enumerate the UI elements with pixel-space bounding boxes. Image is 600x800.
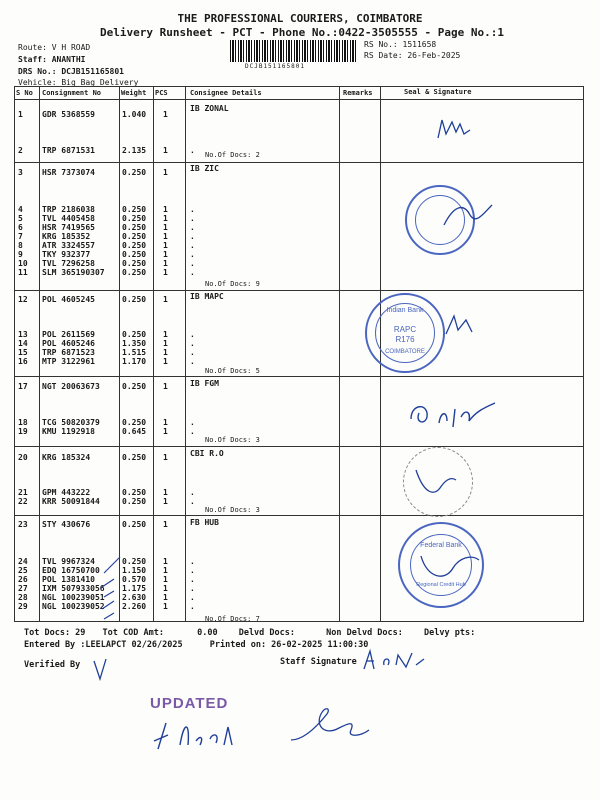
barcode-number: DCJB151165801: [245, 63, 305, 70]
col-consignment: Consignment No: [42, 89, 102, 97]
row-pcs: 1: [163, 602, 168, 611]
row-sno: 17: [18, 382, 28, 391]
row-dot: .: [190, 232, 195, 241]
row-dot: .: [190, 584, 195, 593]
row-consignment: IXM 507933056: [42, 584, 105, 593]
col-line: [119, 86, 120, 622]
row-weight: 0.250: [122, 497, 147, 506]
row-dot: .: [190, 497, 195, 506]
row-dot: .: [190, 348, 195, 357]
row-weight: 0.250: [122, 250, 147, 259]
row-sno: 2: [18, 146, 23, 155]
row-consignment: GPM 443222: [42, 488, 91, 497]
row-dot: .: [190, 488, 195, 497]
row-dot: .: [190, 418, 195, 427]
row-dot: .: [190, 602, 195, 611]
consignee-name: CBI R.O: [190, 449, 224, 458]
col-line: [339, 86, 340, 622]
header-divider: [14, 99, 584, 100]
consignee-name: IB ZONAL: [190, 104, 229, 113]
row-sno: 21: [18, 488, 28, 497]
row-pcs: 1: [163, 232, 168, 241]
row-consignment: HSR 7419565: [42, 223, 95, 232]
row-consignment: TRP 6871523: [42, 348, 95, 357]
signature-3: [440, 310, 480, 340]
updated-stamp: UPDATED: [150, 695, 229, 712]
row-consignment: SLM 365190307: [42, 268, 105, 277]
row-sno: 15: [18, 348, 28, 357]
row-pcs: 1: [163, 330, 168, 339]
row-dot: .: [190, 241, 195, 250]
row-sno: 23: [18, 520, 28, 529]
consignee-name: FB HUB: [190, 518, 219, 527]
row-sno: 20: [18, 453, 28, 462]
col-remarks: Remarks: [343, 89, 373, 97]
docs-count: No.Of Docs: 2: [205, 151, 260, 159]
consignee-name: IB FGM: [190, 379, 219, 388]
row-consignment: TRP 6871531: [42, 146, 95, 155]
col-details: Consignee Details: [190, 89, 262, 97]
row-consignment: TVL 7296258: [42, 259, 95, 268]
row-consignment: KRG 185352: [42, 232, 91, 241]
row-weight: 0.570: [122, 575, 147, 584]
row-pcs: 1: [163, 250, 168, 259]
row-dot: .: [190, 339, 195, 348]
row-pcs: 1: [163, 357, 168, 366]
rs-date: RS Date: 26-Feb-2025: [364, 51, 461, 60]
consignee-name: IB MAPC: [190, 292, 224, 301]
seal-sub-2: Regional Credit Hub: [416, 582, 466, 588]
updated-signature: [150, 715, 240, 755]
row-consignment: TKY 932377: [42, 250, 91, 259]
verified-signature: [90, 655, 114, 685]
row-sno: 11: [18, 268, 28, 277]
row-pcs: 1: [163, 339, 168, 348]
row-pcs: 1: [163, 575, 168, 584]
row-consignment: TVL 4405458: [42, 214, 95, 223]
printed-on: Printed on: 26-02-2025 11:00:30: [209, 640, 369, 650]
row-dot: .: [190, 557, 195, 566]
row-weight: 0.250: [122, 259, 147, 268]
row-sno: 26: [18, 575, 28, 584]
col-line: [153, 86, 154, 622]
docs-count: No.Of Docs: 9: [205, 280, 260, 288]
row-weight: 1.175: [122, 584, 147, 593]
row-dot: .: [190, 223, 195, 232]
row-weight: 2.260: [122, 602, 147, 611]
row-pcs: 1: [163, 268, 168, 277]
row-consignment: MTP 3122961: [42, 357, 95, 366]
row-weight: 0.250: [122, 295, 147, 304]
row-weight: 2.135: [122, 146, 147, 155]
totals-line: [24, 628, 475, 638]
verified-by: Verified By: [24, 660, 81, 670]
row-sno: 16: [18, 357, 28, 366]
row-consignment: POL 1381410: [42, 575, 95, 584]
row-consignment: NGL 100239052: [42, 602, 105, 611]
row-dot: .: [190, 575, 195, 584]
row-pcs: 1: [163, 488, 168, 497]
row-sno: 8: [18, 241, 23, 250]
row-consignment: POL 4605245: [42, 295, 95, 304]
row-consignment: HSR 7373074: [42, 168, 95, 177]
seal-code: RAPC: [393, 325, 417, 334]
staff-name: ANANTHI: [51, 55, 86, 64]
drs-number: DRS No.: DCJB151165801: [18, 67, 124, 76]
row-pcs: 1: [163, 382, 168, 391]
group-divider: [14, 162, 584, 163]
row-pcs: 1: [163, 453, 168, 462]
row-sno: 6: [18, 223, 23, 232]
row-sno: 9: [18, 250, 23, 259]
row-pcs: 1: [163, 295, 168, 304]
row-sno: 4: [18, 205, 23, 214]
row-weight: 1.170: [122, 357, 147, 366]
row-weight: 0.250: [122, 520, 147, 529]
row-sno: 1: [18, 110, 23, 119]
non-delvd-docs: Non Delvd Docs:: [326, 628, 403, 638]
col-weight: Weight: [121, 89, 147, 97]
row-sno: 12: [18, 295, 28, 304]
row-weight: 2.630: [122, 593, 147, 602]
row-weight: 1.515: [122, 348, 147, 357]
row-weight: 0.645: [122, 427, 147, 436]
row-weight: 0.250: [122, 205, 147, 214]
row-weight: 1.150: [122, 566, 147, 575]
row-sno: 18: [18, 418, 28, 427]
tot-cod-value: 0.00: [197, 628, 218, 638]
docs-count: No.Of Docs: 7: [205, 615, 260, 623]
row-dot: .: [190, 214, 195, 223]
row-weight: 1.040: [122, 110, 147, 119]
group-divider: [14, 515, 584, 516]
row-dot: .: [190, 427, 195, 436]
row-weight: 0.250: [122, 232, 147, 241]
col-line: [39, 86, 40, 622]
row-sno: 22: [18, 497, 28, 506]
row-pcs: 1: [163, 168, 168, 177]
receiver-signature: [285, 700, 385, 750]
delvd-docs: Delvd Docs:: [238, 628, 295, 638]
row-dot: .: [190, 146, 195, 155]
row-sno: 3: [18, 168, 23, 177]
col-sno: S No: [16, 89, 33, 97]
col-pcs: PCS: [155, 89, 168, 97]
row-consignment: NGL 100239051: [42, 593, 105, 602]
row-dot: .: [190, 250, 195, 259]
docs-count: No.Of Docs: 5: [205, 367, 260, 375]
runsheet-title: Delivery Runsheet - PCT - Phone No.:0422-3505555 - Page No.:1: [100, 26, 504, 39]
company-name: THE PROFESSIONAL COURIERS, COIMBATORE: [177, 12, 423, 25]
row-pcs: 1: [163, 214, 168, 223]
row-weight: 0.250: [122, 168, 147, 177]
row-consignment: EDQ 16750700: [42, 566, 100, 575]
row-consignment: TVL 9967324: [42, 557, 95, 566]
row-weight: 1.350: [122, 339, 147, 348]
col-seal: Seal & Signature: [404, 88, 472, 96]
row-pcs: 1: [163, 110, 168, 119]
row-sno: 27: [18, 584, 28, 593]
row-consignment: POL 2611569: [42, 330, 95, 339]
barcode: [230, 40, 356, 62]
row-pcs: 1: [163, 497, 168, 506]
row-sno: 7: [18, 232, 23, 241]
row-sno: 5: [18, 214, 23, 223]
group-divider: [14, 446, 584, 447]
row-pcs: 1: [163, 584, 168, 593]
docs-count: No.Of Docs: 3: [205, 436, 260, 444]
seal-bank-name-2: Federal Bank: [420, 542, 462, 549]
row-consignment: NGT 20063673: [42, 382, 100, 391]
col-line: [185, 86, 186, 622]
tot-cod-label: Tot COD Amt:: [102, 628, 164, 638]
row-consignment: TRP 2186038: [42, 205, 95, 214]
seal-branch: R176: [395, 335, 415, 344]
signature-5: [410, 460, 460, 500]
row-consignment: TCG 50820379: [42, 418, 100, 427]
staff-signature-label: Staff Signature: [280, 657, 357, 667]
signature-6: [415, 548, 485, 588]
row-dot: .: [190, 357, 195, 366]
row-pcs: 1: [163, 223, 168, 232]
row-pcs: 1: [163, 593, 168, 602]
row-pcs: 1: [163, 557, 168, 566]
row-consignment: ATR 3324557: [42, 241, 95, 250]
row-pcs: 1: [163, 146, 168, 155]
row-consignment: KMU 1192918: [42, 427, 95, 436]
entered-line: [24, 640, 368, 650]
docs-count: No.Of Docs: 3: [205, 506, 260, 514]
rs-number: RS No.: 1511658: [364, 40, 437, 49]
row-dot: .: [190, 593, 195, 602]
row-pcs: 1: [163, 427, 168, 436]
row-pcs: 1: [163, 566, 168, 575]
row-weight: 0.250: [122, 382, 147, 391]
row-pcs: 1: [163, 259, 168, 268]
signature-4: [405, 395, 505, 435]
signature-2: [440, 195, 500, 235]
group-divider: [14, 290, 584, 291]
row-consignment: KRG 185324: [42, 453, 91, 462]
row-weight: 0.250: [122, 268, 147, 277]
row-sno: 29: [18, 602, 28, 611]
seal-bank-name: Indian Bank: [386, 307, 424, 314]
row-sno: 13: [18, 330, 28, 339]
route-label: Route: V H ROAD: [18, 43, 91, 52]
row-weight: 0.250: [122, 223, 147, 232]
row-weight: 0.250: [122, 214, 147, 223]
row-pcs: 1: [163, 520, 168, 529]
row-pcs: 1: [163, 241, 168, 250]
row-consignment: STY 430676: [42, 520, 91, 529]
row-consignment: KRR 50091844: [42, 497, 100, 506]
row-consignment: POL 4605246: [42, 339, 95, 348]
row-sno: 28: [18, 593, 28, 602]
signature-1: [430, 110, 480, 150]
row-pcs: 1: [163, 348, 168, 357]
consignee-name: IB ZIC: [190, 164, 219, 173]
entered-by: Entered By :LEELAPCT 02/26/2025: [24, 640, 183, 650]
row-sno: 14: [18, 339, 28, 348]
row-weight: 0.250: [122, 330, 147, 339]
staff-signature: [358, 645, 438, 675]
row-weight: 0.250: [122, 241, 147, 250]
delvy-pts: Delvy pts:: [424, 628, 476, 638]
staff-line: [18, 55, 85, 64]
staff-label: Staff:: [18, 55, 47, 64]
row-sno: 19: [18, 427, 28, 436]
row-dot: .: [190, 330, 195, 339]
row-sno: 24: [18, 557, 28, 566]
row-dot: .: [190, 268, 195, 277]
row-sno: 25: [18, 566, 28, 575]
seal-city: COIMBATORE: [385, 349, 425, 355]
row-weight: 0.250: [122, 488, 147, 497]
runsheet-table: [14, 86, 584, 622]
row-dot: .: [190, 205, 195, 214]
vehicle-label: Vehicle: Big Bag Delivery: [18, 78, 139, 87]
row-sno: 10: [18, 259, 28, 268]
row-dot: .: [190, 566, 195, 575]
check-marks: [100, 553, 130, 623]
row-pcs: 1: [163, 418, 168, 427]
group-divider: [14, 376, 584, 377]
row-weight: 0.250: [122, 418, 147, 427]
row-weight: 0.250: [122, 557, 147, 566]
tot-docs: Tot Docs: 29: [24, 628, 86, 638]
row-consignment: GDR 5368559: [42, 110, 95, 119]
row-dot: .: [190, 259, 195, 268]
indian-bank-seal: [365, 293, 445, 373]
row-weight: 0.250: [122, 453, 147, 462]
row-pcs: 1: [163, 205, 168, 214]
